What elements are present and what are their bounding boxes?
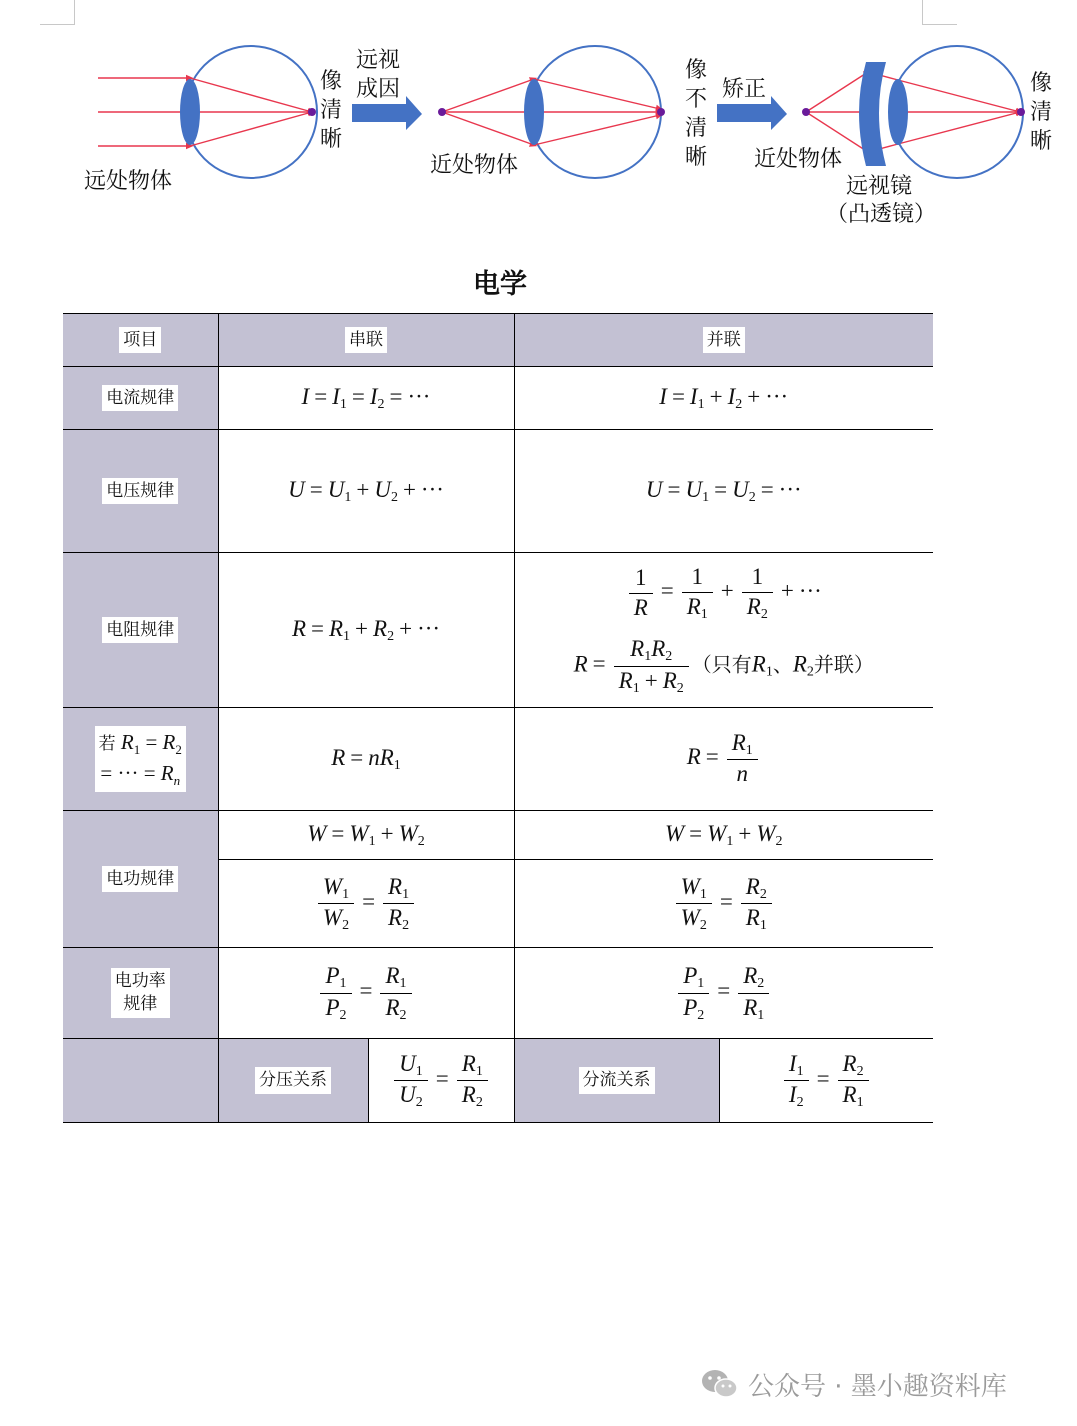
header-parallel: 并联	[703, 327, 745, 354]
eye-normal-distant-object	[98, 46, 317, 178]
row-label-voltage: 电压规律	[102, 478, 178, 505]
wechat-icon	[700, 1367, 740, 1401]
cause-label-line-2: 成因	[356, 77, 401, 102]
header-item: 项目	[119, 327, 161, 354]
image-clear-char-2: 清	[320, 98, 343, 123]
label-voltage-division: 分压关系	[255, 1067, 331, 1094]
section-title: 电学	[473, 269, 527, 300]
image-clear2-char-3: 晰	[1030, 129, 1053, 154]
table-row-power	[63, 948, 933, 1039]
formula-parallel-equal: R = $\frac{R_1}{n}$	[514, 708, 933, 811]
formula-parallel-resistance: $\frac{1}{R}$ = $\frac{1}{R_1}$ + $\frac{1}{R_2}$ + ··· R = $\frac{R_1R_2}{R_1 + R_2}$ （只有$R_1$、$R_2$并联）	[514, 553, 933, 708]
formula-series-work-ratio: $\frac{W_1}{W_2}$ = $\frac{R_1}{R_2}$	[218, 860, 514, 948]
note-only: （只有	[691, 652, 752, 677]
table-row-divide	[63, 1039, 933, 1123]
row-label-power: 电功率 规律	[111, 968, 170, 1018]
near-object-label-2: 近处物体	[754, 147, 843, 172]
farsighted-eye-diagram	[0, 0, 1077, 240]
formula-parallel-work-sum: $W = W_1 + W_2$	[514, 811, 933, 860]
table-row-resistance	[63, 553, 933, 708]
image-clear2-char-1: 像	[1030, 71, 1053, 96]
image-blurry-char-4: 晰	[685, 145, 708, 170]
formula-series-power: $\frac{P_1}{P_2}$ = $\frac{R_1}{R_2}$	[218, 948, 514, 1039]
image-clear2-char-2: 清	[1030, 100, 1053, 125]
correction-label: 矫正	[722, 77, 767, 102]
formula-current-division: $\frac{I_1}{I_2}$ = $\frac{R_2}{R_1}$	[719, 1039, 933, 1123]
table-row-voltage	[63, 430, 933, 553]
formula-series-work-sum: $W = W_1 + W_2$	[218, 811, 514, 860]
table-row-current	[63, 367, 933, 430]
watermark-text: 公众号 · 墨小趣资料库	[748, 1371, 1007, 1402]
distant-object-label: 远处物体	[84, 169, 173, 194]
formula-series-current: $I = I_1 = I_2$ = ···	[218, 367, 514, 430]
label-current-division: 分流关系	[579, 1067, 655, 1094]
near-object-label: 近处物体	[430, 153, 519, 178]
row-label-equal-resistors: 若 $R_1 = R_2$ = ··· = $R_n$	[95, 726, 186, 791]
lens-label: 远视镜	[846, 174, 913, 199]
table-header-row	[63, 314, 933, 367]
row-label-current: 电流规律	[102, 385, 178, 412]
formula-parallel-power: $\frac{P_1}{P_2}$ = $\frac{R_2}{R_1}$	[514, 948, 933, 1039]
electricity-table	[63, 313, 933, 1123]
image-blurry-char-2: 不	[685, 87, 708, 112]
formula-parallel-current: $I = I_1 + I_2$ + ···	[514, 367, 933, 430]
lens-sub-label: （凸透镜）	[826, 202, 937, 227]
formula-parallel-voltage: $U = U_1 = U_2$ = ···	[514, 430, 933, 553]
table-row-work-1	[63, 811, 933, 860]
convex-lens-icon	[859, 62, 886, 166]
image-blurry-char-1: 像	[685, 58, 708, 83]
image-blurry-char-3: 清	[685, 116, 708, 141]
row-label-work: 电功规律	[102, 866, 178, 893]
table-row-equal-resistors	[63, 708, 933, 811]
formula-series-voltage: $U = U_1 + U_2$ + ···	[218, 430, 514, 553]
formula-voltage-division: $\frac{U_1}{U_2}$ = $\frac{R_1}{R_2}$	[368, 1039, 514, 1123]
formula-series-equal: $R = nR_1$	[218, 708, 514, 811]
formula-series-resistance: $R = R_1 + R_2$ + ···	[218, 553, 514, 708]
cause-label-line-1: 远视	[356, 48, 401, 73]
formula-parallel-work-ratio: $\frac{W_1}{W_2}$ = $\frac{R_2}{R_1}$	[514, 860, 933, 948]
header-series: 串联	[345, 327, 387, 354]
image-clear-char-3: 晰	[320, 127, 343, 152]
watermark	[700, 1364, 1007, 1404]
row-label-resistance: 电阻规律	[102, 617, 178, 644]
image-clear-char-1: 像	[320, 69, 343, 94]
empty-label-cell	[63, 1039, 218, 1123]
